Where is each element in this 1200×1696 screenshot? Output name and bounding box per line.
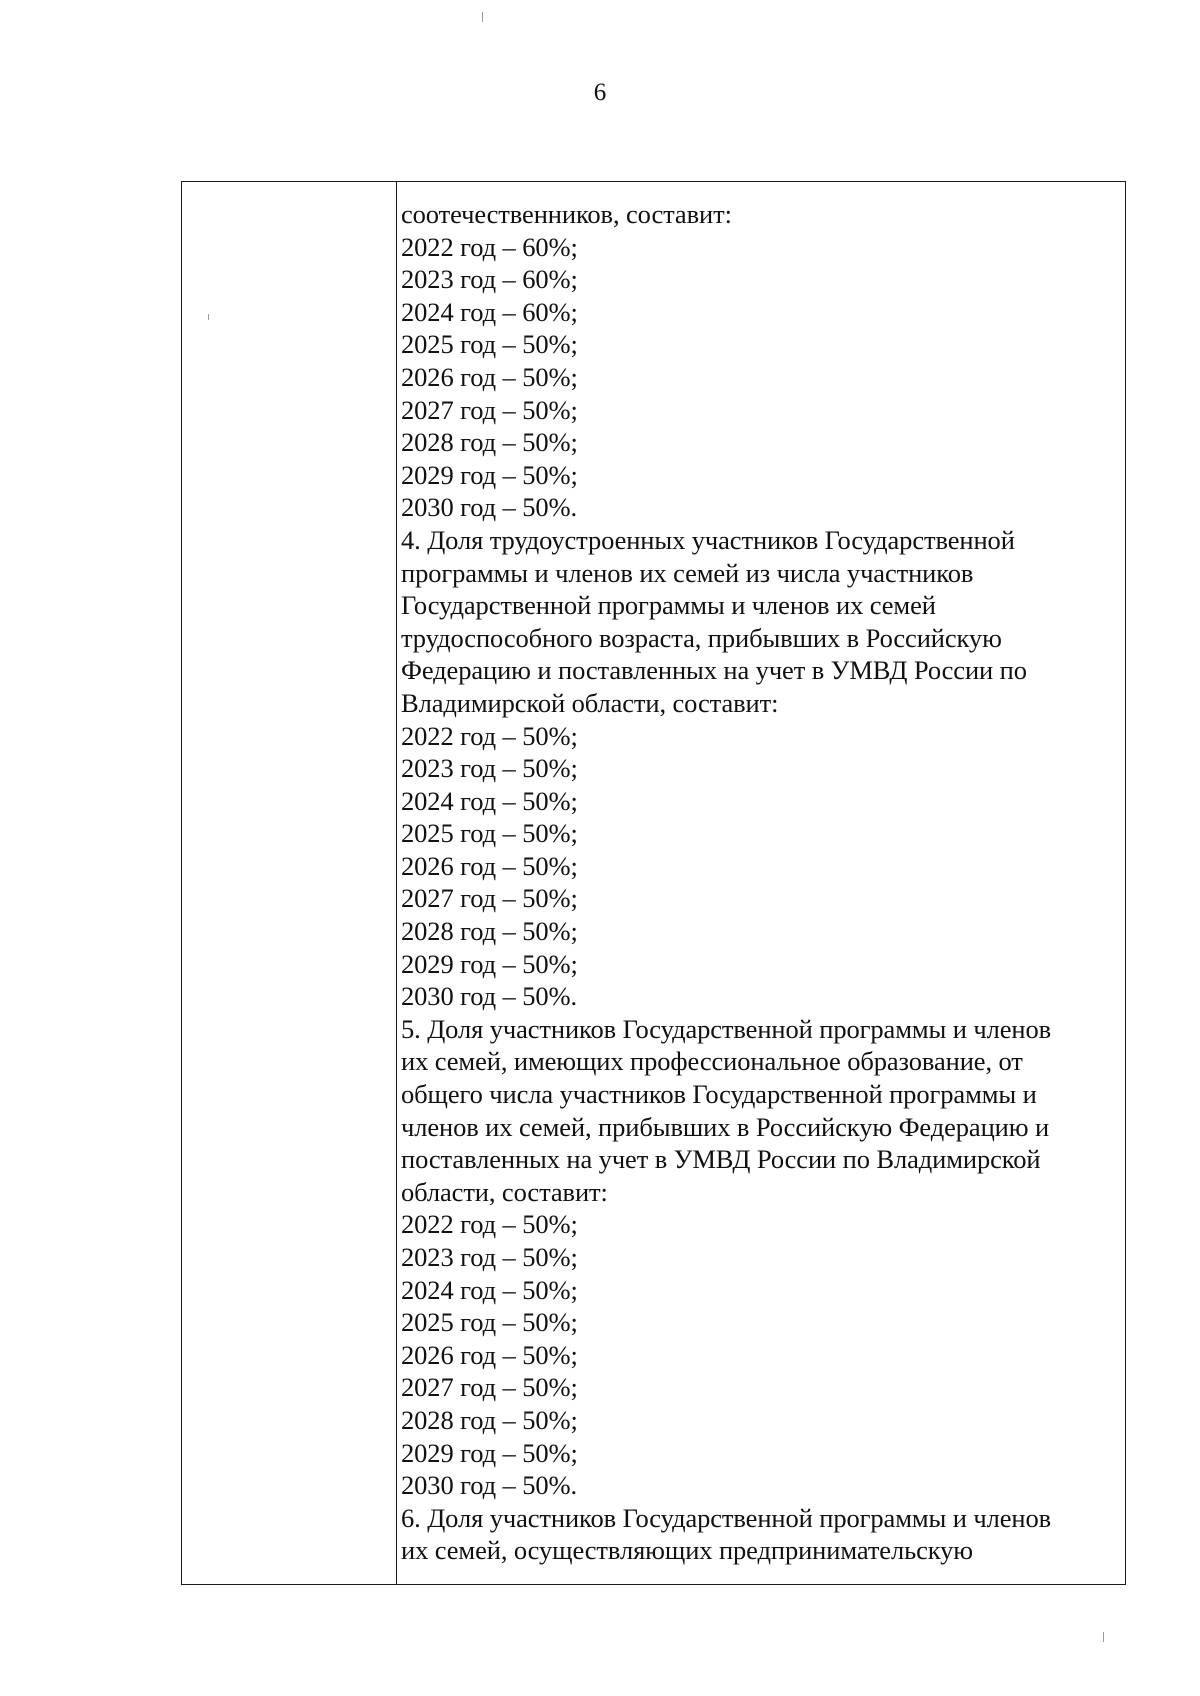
- text-line: 2030 год – 50%.: [401, 492, 578, 523]
- text-line: поставленных на учет в УМВД России по Владимирской: [401, 1144, 1041, 1175]
- text-line: Государственной программы и членов их семей: [401, 590, 936, 621]
- text-line: 2023 год – 50%;: [401, 1242, 578, 1272]
- text-line: 2028 год – 50%;: [401, 916, 578, 947]
- text-line: Владимирской области, составит:: [401, 687, 779, 718]
- text-line: 2028 год – 50%;: [401, 427, 578, 458]
- text-line: общего числа участников Государственной программы и: [401, 1079, 1037, 1110]
- text-line: 2022 год – 50%;: [401, 1209, 578, 1240]
- text-line: 2023 год – 60%;: [401, 264, 578, 295]
- table-left-cell: [182, 182, 397, 1584]
- text-line: 5. Доля участников Государственной программы и членов: [401, 1013, 1052, 1044]
- text-line: 2026 год – 50%;: [401, 1339, 578, 1370]
- text-line: их семей, имеющих профессиональное образование, от: [401, 1046, 1023, 1077]
- scan-speck: [208, 314, 209, 320]
- text-line: соотечественников, составит:: [401, 199, 732, 229]
- text-line: трудоспособного возраста, прибывших в Российскую: [401, 622, 1002, 653]
- text-line: области, составит:: [401, 1176, 608, 1207]
- text-line: 2026 год – 50%;: [401, 361, 578, 392]
- scan-speck: [1103, 1632, 1104, 1642]
- text-line: 4. Доля трудоустроенных участников Государственной: [401, 524, 1015, 555]
- page-number: 6: [593, 79, 607, 106]
- text-line: 2024 год – 60%;: [401, 296, 578, 327]
- text-line: программы и членов их семей из числа участников: [401, 557, 974, 588]
- text-line: 2022 год – 60%;: [401, 231, 578, 262]
- text-line: 2030 год – 50%.: [401, 1470, 578, 1501]
- text-line: 2030 год – 50%.: [401, 981, 578, 1012]
- text-line: членов их семей, прибывших в Российскую Федерацию и: [401, 1111, 1050, 1142]
- indicator-table: [181, 181, 1126, 1585]
- text-line: их семей, осуществляющих предпринимательскую: [401, 1535, 973, 1566]
- text-line: 2029 год – 50%;: [401, 459, 578, 490]
- text-line: 2029 год – 50%;: [401, 1437, 578, 1468]
- text-line: 2025 год – 50%;: [401, 329, 578, 360]
- text-line: 2024 год – 50%;: [401, 785, 578, 816]
- text-line: Федерацию и поставленных на учет в УМВД России по: [401, 655, 1027, 686]
- text-line: 2028 год – 50%;: [401, 1404, 578, 1435]
- table-right-cell: [401, 182, 1119, 1584]
- text-line: 2024 год – 50%;: [401, 1274, 578, 1305]
- text-line: 2022 год – 50%;: [401, 720, 578, 751]
- text-line: 2029 год – 50%;: [401, 948, 578, 979]
- text-line: 2027 год – 50%;: [401, 1372, 578, 1403]
- text-line: 2025 год – 50%;: [401, 818, 578, 849]
- text-line: 2025 год – 50%;: [401, 1307, 578, 1338]
- text-line: 2026 год – 50%;: [401, 850, 578, 881]
- text-line: 6. Доля участников Государственной программы и членов: [401, 1502, 1052, 1533]
- scan-speck: [482, 12, 483, 22]
- text-line: 2023 год – 50%;: [401, 753, 578, 784]
- text-line: 2027 год – 50%;: [401, 883, 578, 914]
- text-line: 2027 год – 50%;: [401, 394, 578, 425]
